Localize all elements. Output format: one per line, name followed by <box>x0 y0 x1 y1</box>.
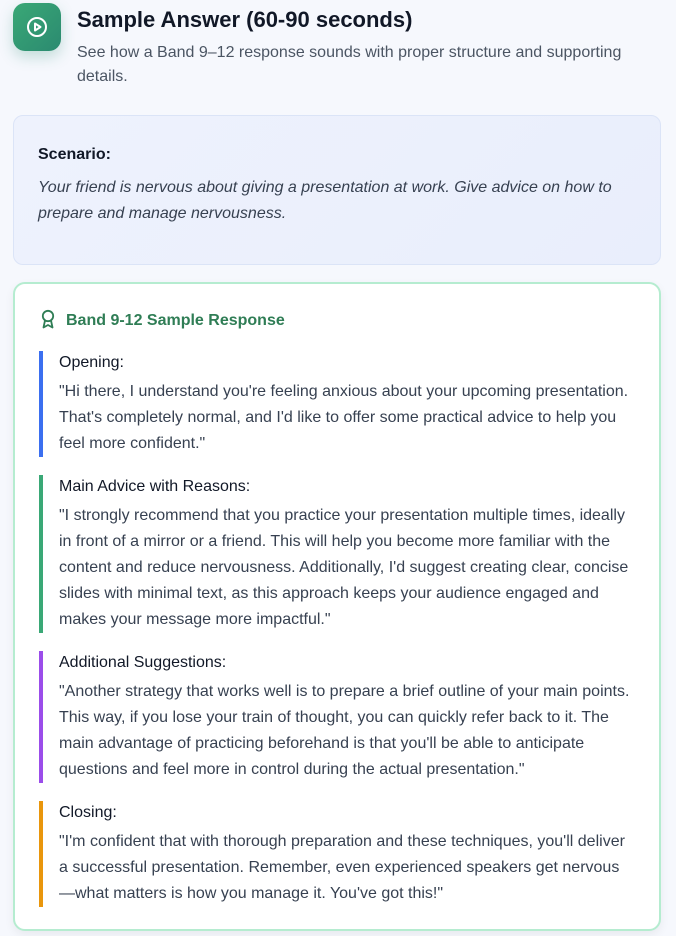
response-card-header <box>39 309 635 333</box>
section-opening <box>39 351 635 457</box>
section-label: Additional Suggestions: <box>59 654 227 671</box>
section-text: "I'm confident that with thorough preparation and these techniques, you'll deliver a successful presentation. Remember, even experienced speakers get nervous—what matters is how you manage it. You've got this!" <box>59 833 625 902</box>
response-card-title: Band 9-12 Sample Response <box>66 312 285 329</box>
section-label: Opening: <box>59 354 124 371</box>
section-main-advice <box>39 475 635 633</box>
scenario-text: Your friend is nervous about giving a presentation at work. Give advice on how to prepare and manage nervousness. <box>38 179 612 222</box>
section-text: "I strongly recommend that you practice your presentation multiple times, ideally in front of a mirror or a friend. This will help you become more familiar with the content and reduce nervousness. Additionally, I'd suggest creating clear, concise slides with minimal text, as this approach keeps your audience engaged and makes your message more impactful." <box>59 507 629 628</box>
section-label: Main Advice with Reasons: <box>59 478 251 495</box>
play-circle-icon[interactable] <box>13 3 61 51</box>
page-header <box>13 3 653 89</box>
page-title: Sample Answer (60-90 seconds) <box>77 7 413 32</box>
section-closing <box>39 801 635 907</box>
section-label: Closing: <box>59 804 117 821</box>
scenario-card <box>13 115 661 265</box>
page-subtitle: See how a Band 9–12 response sounds with proper structure and supporting details. <box>77 44 622 85</box>
section-text: "Hi there, I understand you're feeling anxious about your upcoming presentation. That's completely normal, and I'd like to offer some practical advice to help you feel more confident." <box>59 383 629 452</box>
section-additional-suggestions <box>39 651 635 783</box>
award-ribbon-icon <box>39 309 57 334</box>
section-text: "Another strategy that works well is to prepare a brief outline of your main points. This way, if you lose your train of thought, you can quickly refer back to it. The main advantage of practicing beforehand is that you'll be able to anticipate questions and feel more in control during the actual presentation." <box>59 683 630 778</box>
sample-response-card <box>13 282 661 931</box>
scenario-label: Scenario: <box>38 146 111 163</box>
